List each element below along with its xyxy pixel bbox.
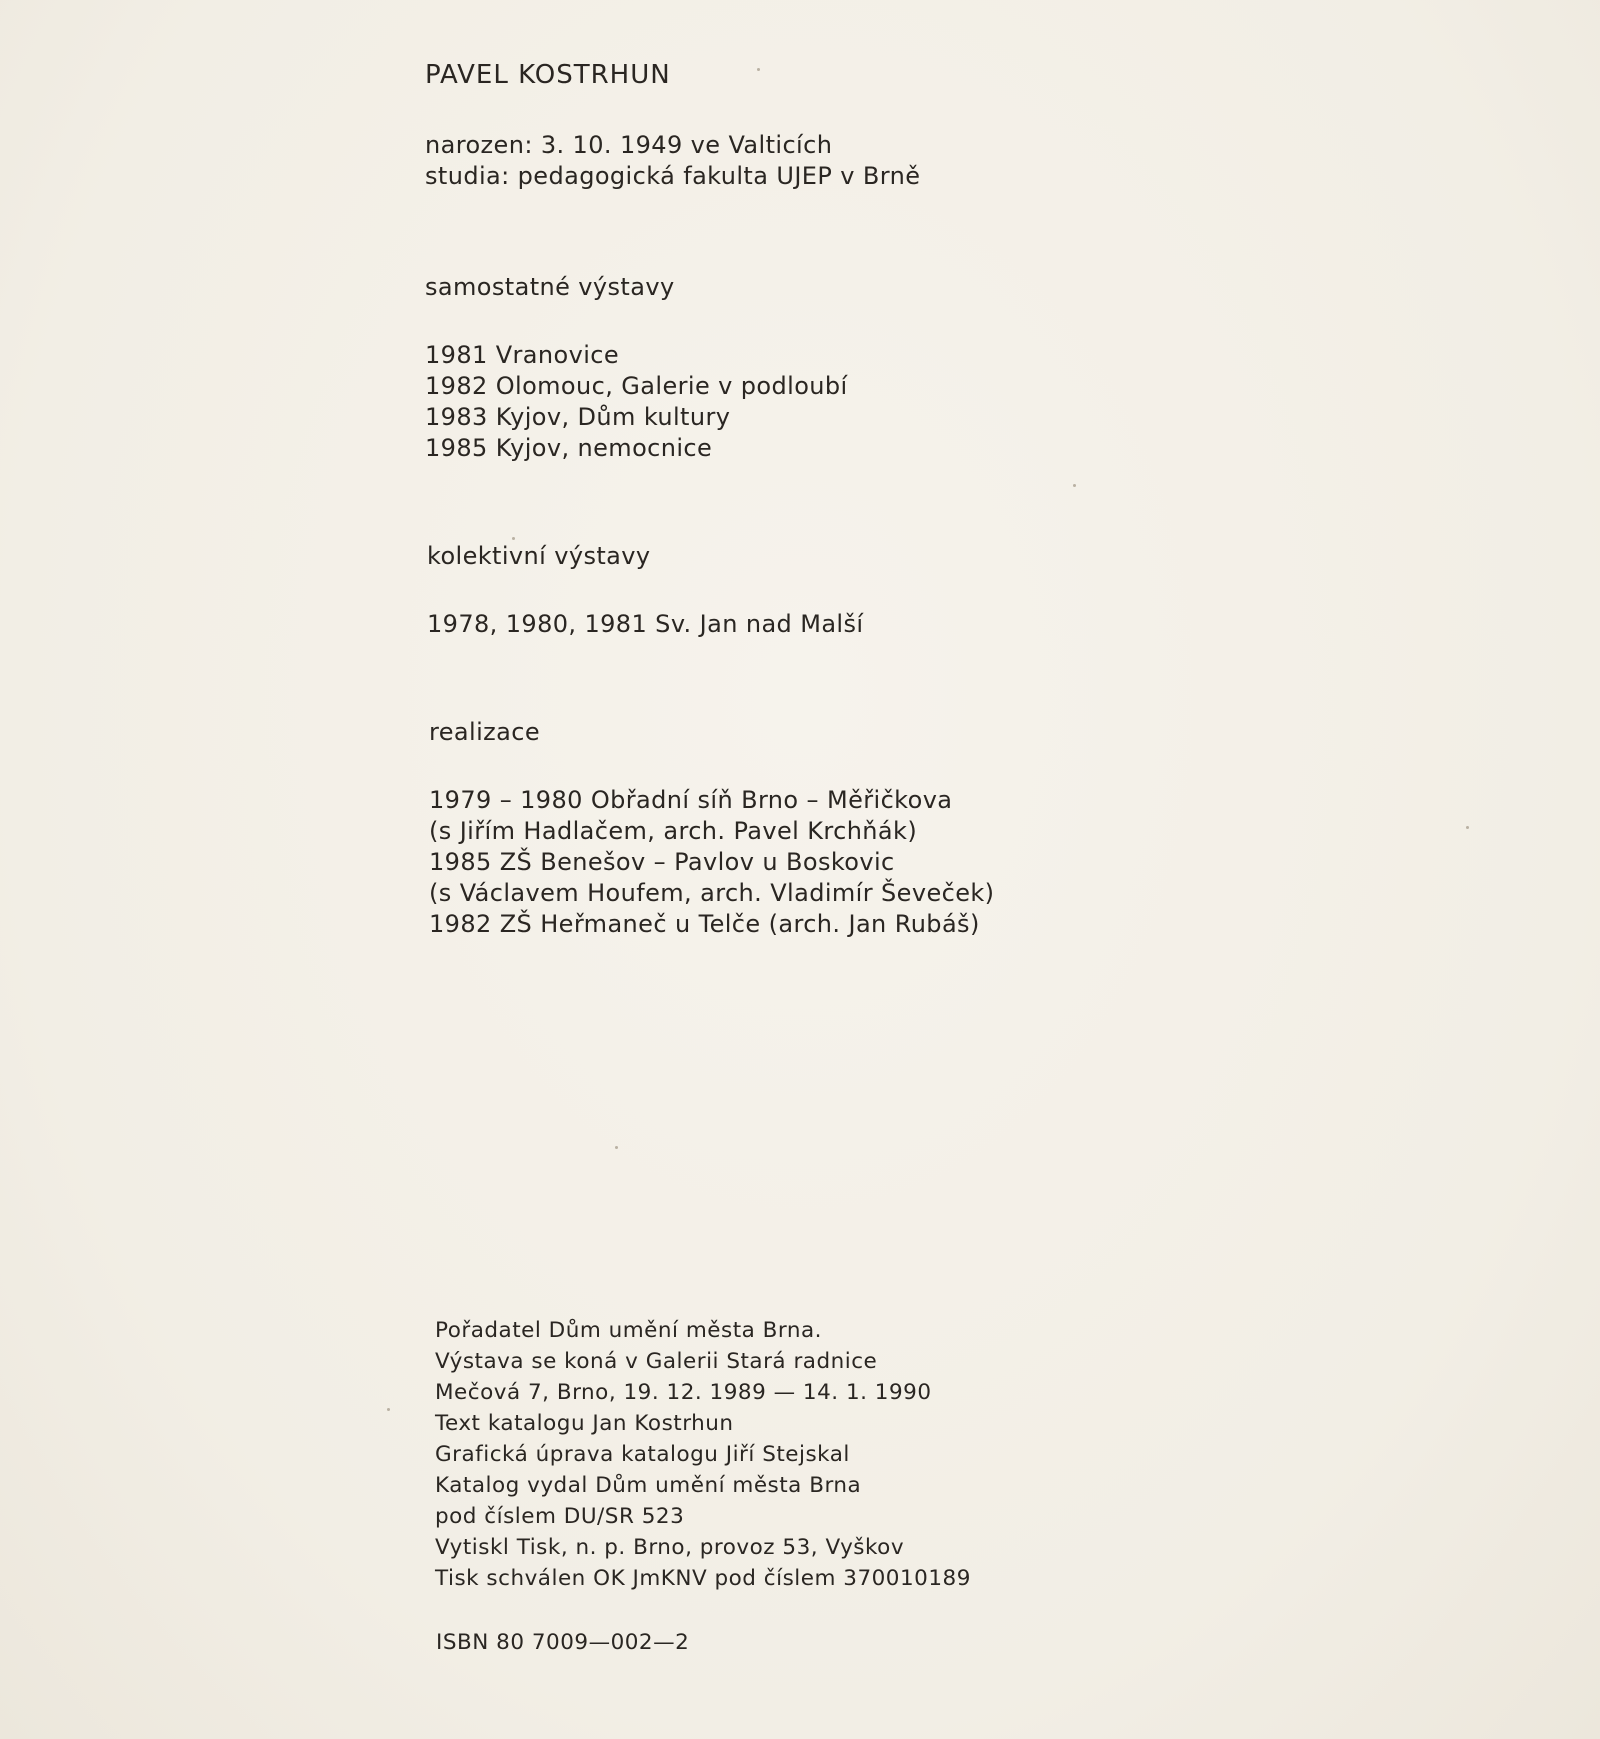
bio-studies: studia: pedagogická fakulta UJEP v Brně [425,162,921,190]
paper-speck [387,1408,390,1411]
list-item: 1981 Vranovice [425,341,620,369]
colophon-line: Grafická úprava katalogu Jiří Stejskal [435,1442,850,1467]
group-exhibitions-list [427,609,863,640]
list-item: 1979 – 1980 Obřadní síň Brno – Měřičkova [429,786,953,814]
colophon-line: Katalog vydal Dům umění města Brna [435,1473,862,1498]
group-exhibitions-heading [427,541,650,572]
list-item: 1983 Kyjov, Dům kultury [425,403,731,431]
colophon-line: Výstava se koná v Galerii Stará radnice [435,1349,878,1374]
solo-exhibitions-list [425,340,848,464]
solo-exhibitions-heading [425,272,675,303]
list-item: 1982 ZŠ Heřmaneč u Telče (arch. Jan Rubáš) [429,910,980,938]
colophon [435,1315,971,1594]
colophon-line: Mečová 7, Brno, 19. 12. 1989 — 14. 1. 1990 [435,1380,932,1405]
artist-name [425,60,671,91]
paper-speck [1466,826,1469,829]
colophon-line: Pořadatel Dům umění města Brna. [435,1318,823,1343]
list-item: (s Jiřím Hadlačem, arch. Pavel Krchňák) [429,817,918,845]
isbn [436,1627,689,1658]
paper-speck [512,537,515,540]
colophon-line: Text katalogu Jan Kostrhun [435,1411,734,1436]
bio-birth: narozen: 3. 10. 1949 ve Valticích [425,131,833,159]
realizations-heading [429,717,540,748]
list-item: 1982 Olomouc, Galerie v podloubí [425,372,848,400]
list-item: 1985 ZŠ Benešov – Pavlov u Boskovic [429,848,895,876]
colophon-line: Tisk schválen OK JmKNV pod číslem 370010189 [435,1566,971,1591]
list-item: 1985 Kyjov, nemocnice [425,434,713,462]
paper-speck [757,68,760,71]
solo-exhibitions-heading-text: samostatné výstavy [425,273,675,301]
colophon-line: Vytiskl Tisk, n. p. Brno, provoz 53, Vyškov [435,1535,905,1560]
colophon-line: pod číslem DU/SR 523 [435,1504,685,1529]
artist-name-text: PAVEL KOSTRHUN [425,60,671,90]
list-item: 1978, 1980, 1981 Sv. Jan nad Malší [427,610,864,638]
group-exhibitions-heading-text: kolektivní výstavy [427,542,651,570]
realizations-heading-text: realizace [429,718,541,746]
paper-speck [615,1146,618,1149]
list-item: (s Václavem Houfem, arch. Vladimír Ševeček) [429,879,995,907]
realizations-list [429,785,994,940]
isbn-text: ISBN 80 7009—002—2 [436,1630,690,1655]
bio-section [425,130,920,192]
paper-speck [1073,484,1076,487]
